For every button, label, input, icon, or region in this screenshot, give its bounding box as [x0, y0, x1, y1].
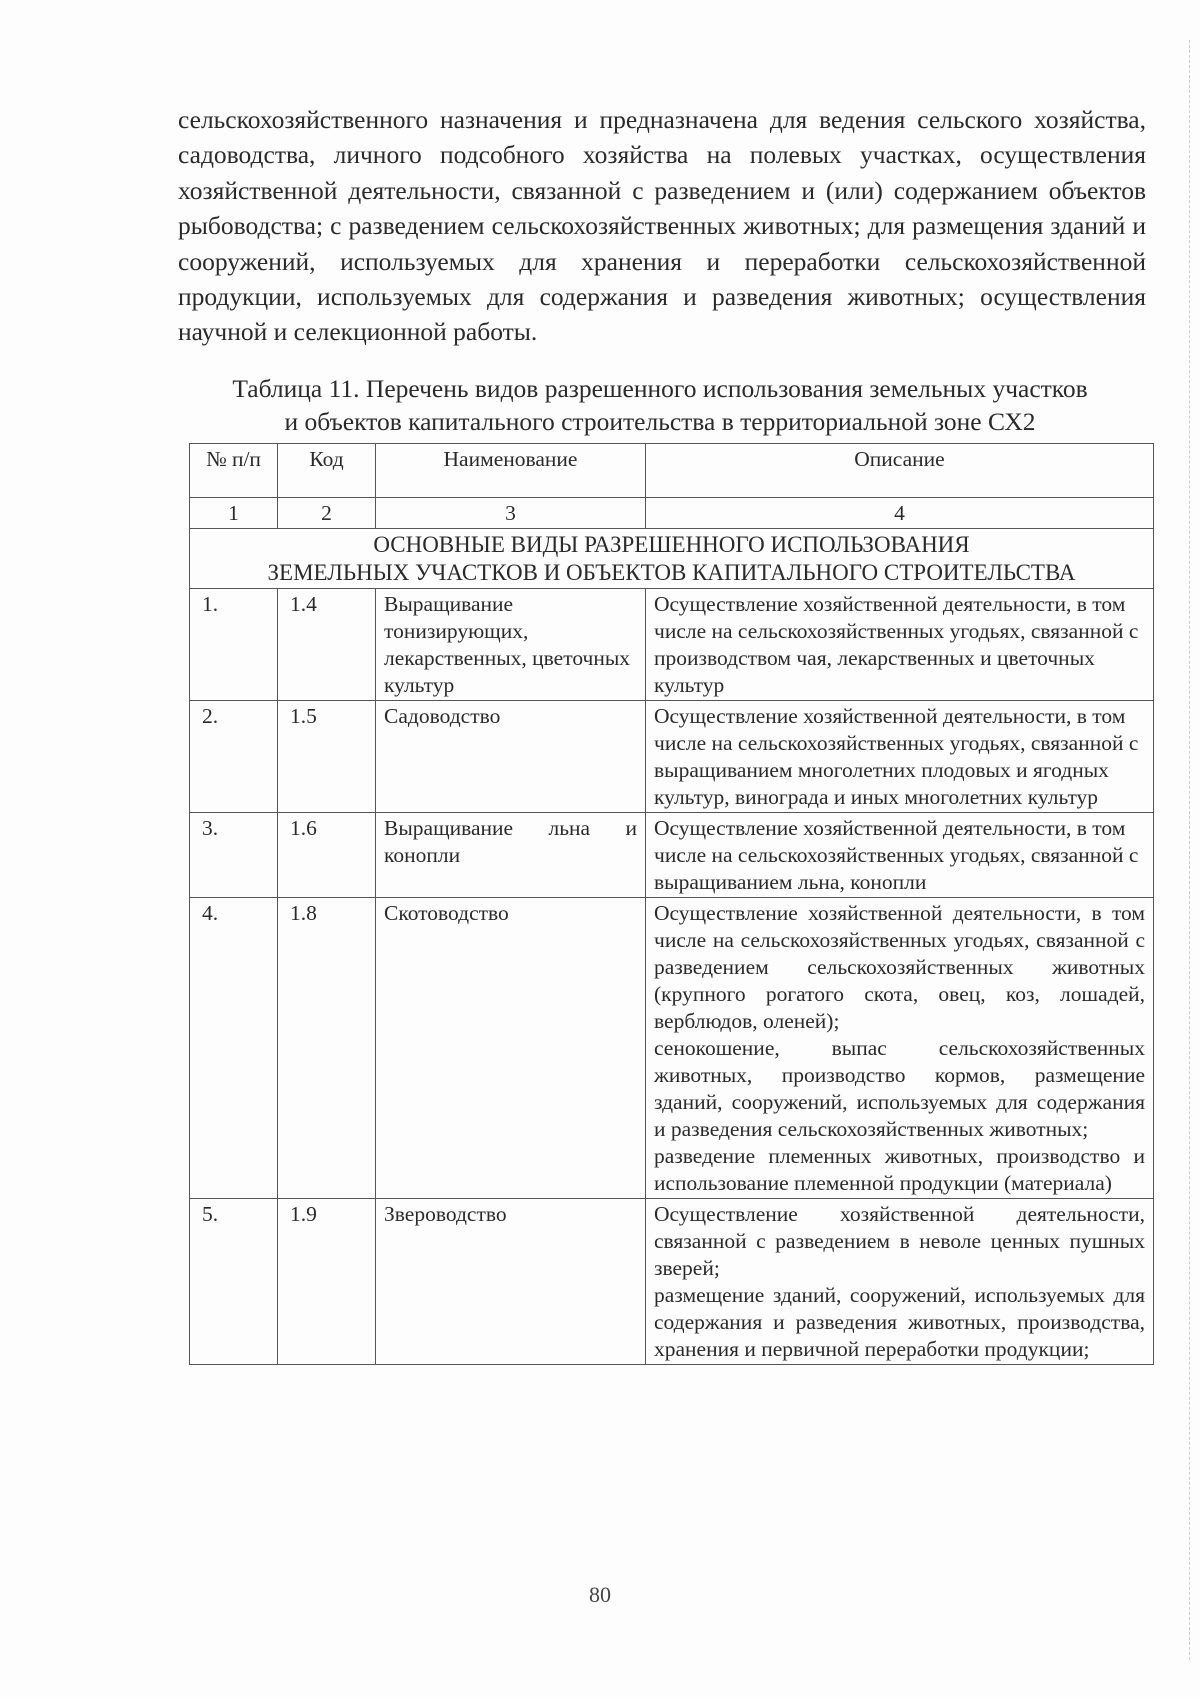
scan-edge-line — [1188, 40, 1190, 1660]
header-code: Код — [278, 444, 376, 498]
row-name: Садоводство — [376, 701, 646, 813]
row-num: 2. — [190, 701, 278, 813]
header-num: № п/п — [190, 444, 278, 498]
row-description — [646, 1199, 1154, 1365]
table-caption-line-1: Таблица 11. Перечень видов разрешенного использования земельных участков — [232, 374, 1088, 403]
intro-paragraph: сельскохозяйственного назначения и предназначена для ведения сельского хозяйства, садоводства, личного подсобного хозяйства на полевых участках, осуществления хозяйственной деятельности, связанной с разведением и (или) содержанием объектов рыбоводства; с разведением сельскохозяйственных животных; для размещения зданий и сооружений, используемых для хранения и переработки сельскохозяйственной продукции, используемых для содержания и разведения животных; осуществления научной и селекционной работы. — [178, 105, 1146, 347]
row-name: Выращивание льна и конопли — [376, 813, 646, 898]
column-number-3: 3 — [376, 498, 646, 529]
table-row — [190, 813, 1154, 898]
table-caption-line-2: и объектов капитального строительства в территориальной зоне СХ2 — [284, 407, 1036, 436]
description-part: размещение зданий, сооружений, используемых для содержания и разведения животных, производства, хранения и первичной переработки продукции; — [654, 1283, 1145, 1361]
row-code: 1.5 — [278, 701, 376, 813]
row-num: 1. — [190, 589, 278, 701]
row-code: 1.9 — [278, 1199, 376, 1365]
column-number-1: 1 — [190, 498, 278, 529]
table-row — [190, 589, 1154, 701]
section-title-line-1: ОСНОВНЫЕ ВИДЫ РАЗРЕШЕННОГО ИСПОЛЬЗОВАНИЯ — [373, 532, 970, 557]
row-code: 1.6 — [278, 813, 376, 898]
table-caption — [150, 372, 1170, 438]
description-part: Осуществление хозяйственной деятельности, в том числе на сельскохозяйственных угодьях, связанной с разведением сельскохозяйственных животных (крупного рогатого скота, овец, коз, лошадей, верблюдов, оленей); — [654, 901, 1145, 1033]
row-num: 4. — [190, 898, 278, 1199]
row-num: 5. — [190, 1199, 278, 1365]
description-part: разведение племенных животных, производство и использование племенной продукции (материала) — [654, 1144, 1145, 1195]
page-number: 80 — [589, 1582, 611, 1607]
table-header-row — [190, 444, 1154, 498]
table-row — [190, 1199, 1154, 1365]
description-part: Осуществление хозяйственной деятельности, связанной с разведением в неволе ценных пушных зверей; — [654, 1202, 1145, 1280]
section-header-row — [190, 529, 1154, 589]
row-description — [646, 898, 1154, 1199]
header-name: Наименование — [376, 444, 646, 498]
column-number-2: 2 — [278, 498, 376, 529]
row-code: 1.4 — [278, 589, 376, 701]
column-number-4: 4 — [646, 498, 1154, 529]
section-title — [190, 529, 1154, 589]
header-description: Описание — [646, 444, 1154, 498]
table-row — [190, 898, 1154, 1199]
row-name: Выращивание тонизирующих, лекарственных, цветочных культур — [376, 589, 646, 701]
column-number-row — [190, 498, 1154, 529]
row-description: Осуществление хозяйственной деятельности, в том числе на сельскохозяйственных угодьях, связанной с выращиванием многолетних плодовых и ягодных культур, винограда и иных многолетних культур — [646, 701, 1154, 813]
row-description: Осуществление хозяйственной деятельности, в том числе на сельскохозяйственных угодьях, связанной с производством чая, лекарственных и цветочных культур — [646, 589, 1154, 701]
row-name: Звероводство — [376, 1199, 646, 1365]
permitted-use-table — [189, 443, 1154, 1365]
row-num: 3. — [190, 813, 278, 898]
table-row — [190, 701, 1154, 813]
row-name: Скотоводство — [376, 898, 646, 1199]
section-title-line-2: ЗЕМЕЛЬНЫХ УЧАСТКОВ И ОБЪЕКТОВ КАПИТАЛЬНОГО СТРОИТЕЛЬСТВА — [267, 560, 1076, 585]
row-description: Осуществление хозяйственной деятельности, в том числе на сельскохозяйственных угодьях, связанной с выращиванием льна, конопли — [646, 813, 1154, 898]
row-code: 1.8 — [278, 898, 376, 1199]
description-part: сенокошение, выпас сельскохозяйственных животных, производство кормов, размещение зданий, сооружений, используемых для содержания и разведения сельскохозяйственных животных; — [654, 1036, 1145, 1141]
